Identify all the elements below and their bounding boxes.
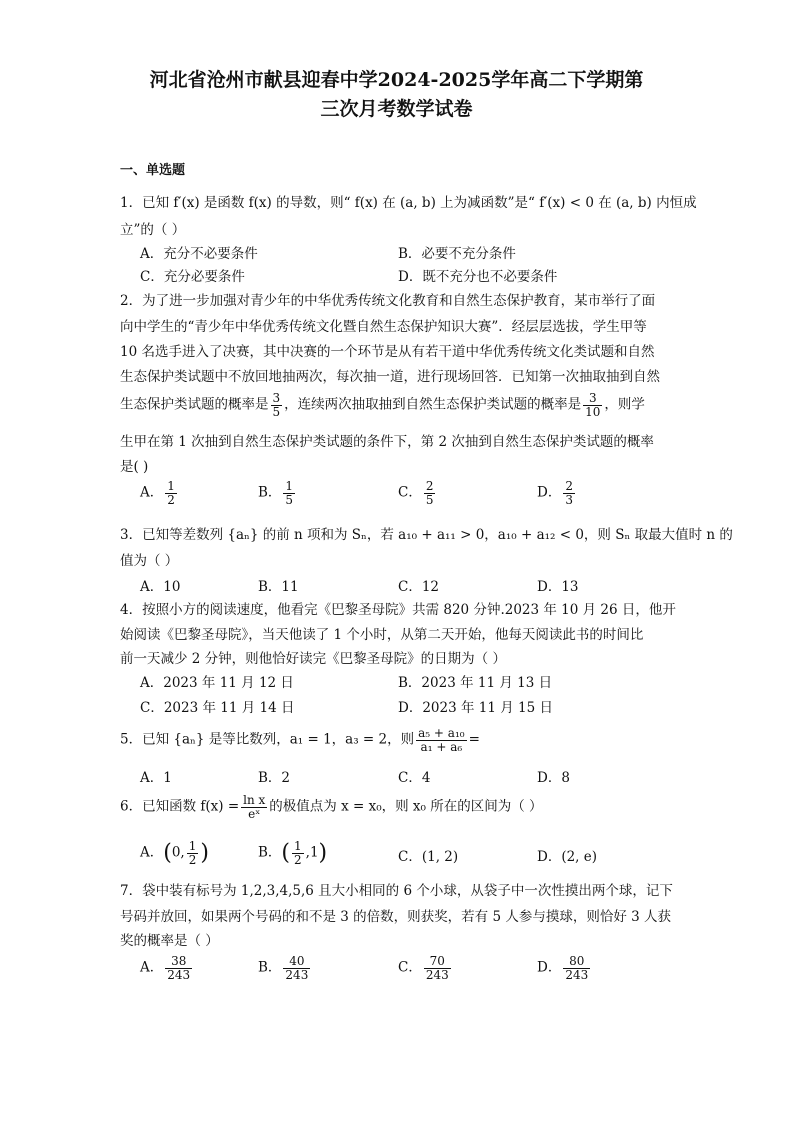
q7-option-a-fraction	[165, 955, 192, 981]
q7-option-a-letter: A．	[140, 959, 164, 976]
q7-option-b	[258, 955, 312, 981]
q5-equals: =	[468, 731, 480, 748]
q2-option-c	[398, 480, 437, 506]
q2-frac2-denominator: 10	[585, 404, 601, 419]
q4-stem-line-3: 前一天减少 2 分钟，则他恰好读完《巴黎圣母院》的日期为（ ）	[120, 651, 506, 667]
q7-option-d-fraction	[563, 955, 590, 981]
q4-option-c: C．2023 年 11 月 14 日	[140, 700, 295, 716]
q5-stem-line-1	[120, 727, 480, 753]
q2-option-d-den: 3	[565, 492, 573, 507]
q3-option-d: D．13	[537, 579, 579, 595]
q2-option-c-den: 5	[425, 492, 434, 507]
q6-option-b-letter: B．	[258, 844, 282, 861]
q3-stem-line-2: 值为（ ）	[120, 553, 179, 569]
q6-option-a-fraction	[187, 840, 199, 866]
q7-option-d	[537, 955, 592, 981]
q6-option-a-letter: A．	[140, 844, 164, 861]
q6-option-c	[398, 845, 458, 865]
q7-option-c-fraction	[424, 955, 451, 981]
q7-option-d-den: 243	[565, 967, 589, 982]
q6-option-c-value: (1, 2)	[421, 849, 459, 865]
q6-stem-text-a: 6．已知函数 f(x) =	[120, 798, 240, 815]
q2-option-a-num: 1	[167, 479, 175, 493]
q2-stem-line-7: 是( )	[120, 459, 149, 475]
q2-option-d-num: 2	[565, 479, 573, 493]
q2-option-c-letter: C．	[398, 484, 422, 501]
q6-option-b-num: 1	[294, 839, 302, 853]
q4-option-b: B．2023 年 11 月 13 日	[398, 675, 553, 691]
q1-option-c: C．充分必要条件	[140, 269, 245, 285]
q2-frac1-denominator: 5	[272, 404, 281, 419]
q7-stem-line-1: 7．袋中装有标号为 1,2,3,4,5,6 且大小相同的 6 个小球，从袋子中一次性摸出两个球，记下	[120, 883, 673, 899]
q6-function-fraction	[241, 794, 267, 820]
q6-option-b-den: 2	[294, 852, 302, 867]
q2-option-b-num: 1	[285, 479, 294, 493]
q6-option-d-letter: D．	[537, 849, 562, 865]
q7-option-c	[398, 955, 453, 981]
q7-option-a	[140, 955, 194, 981]
q7-option-d-letter: D．	[537, 959, 562, 976]
q6-option-a-rparen: )	[200, 840, 209, 866]
q2-stem-text-b: ，连续两次抽取抽到自然生态保护类试题的概率是	[284, 396, 582, 413]
q2-fraction-first-draw	[271, 392, 283, 418]
q2-stem-text-a: 生态保护类试题的概率是	[120, 396, 269, 413]
q5-stem-text: 5．已知 {aₙ} 是等比数列，a₁ = 1，a₃ = 2，则	[120, 731, 415, 748]
q5-option-a: A．1	[140, 770, 172, 786]
q2-option-b-letter: B．	[258, 484, 282, 501]
q7-option-c-den: 243	[425, 967, 449, 982]
q6-option-a-den: 2	[188, 852, 197, 867]
exam-title-line-2: 三次月考数学试卷	[320, 98, 473, 120]
q2-option-b-fraction	[283, 480, 295, 506]
q5-option-c: C．4	[398, 770, 431, 786]
q6-stem-text-b: 的极值点为 x = x₀，则 x₀ 所在的区间为（ ）	[269, 798, 543, 815]
q2-option-c-fraction	[424, 480, 436, 506]
q6-frac-numerator: ln x	[243, 793, 266, 807]
q2-stem-line-1: 2．为了进一步加强对青少年的中华优秀传统文化教育和自然生态保护教育，某市举行了面	[120, 293, 656, 309]
q2-option-d-letter: D．	[537, 484, 562, 501]
q5-frac-denominator: a₁ + a₆	[420, 739, 463, 754]
q7-option-b-letter: B．	[258, 959, 282, 976]
q2-stem-line-5	[120, 392, 645, 418]
q6-option-d-value: (2, e)	[561, 849, 598, 865]
q4-stem-line-2: 始阅读《巴黎圣母院》，当天他读了 1 个小时，从第二天开始，他每天阅读此书的时间比	[120, 627, 644, 643]
q1-stem-line-2: 立”的（ ）	[120, 222, 186, 238]
q2-stem-line-2: 向中学生的“青少年中华优秀传统文化暨自然生态保护知识大赛”．经层层选拔，学生甲等	[120, 319, 647, 335]
q2-frac1-numerator: 3	[272, 391, 281, 405]
q3-option-c: C．12	[398, 579, 440, 595]
q2-option-b	[258, 480, 297, 506]
q6-option-b-rparen: )	[318, 840, 328, 866]
q6-option-a-num: 1	[188, 839, 197, 853]
q2-fraction-both-draws	[583, 392, 602, 418]
q6-stem-line-1	[120, 794, 543, 820]
q1-stem-line-1: 1．已知 f′(x) 是函数 f(x) 的导数，则“ f(x) 在 (a, b) 上为减函数”是“ f′(x) < 0 在 (a, b) 内恒成	[120, 195, 697, 211]
q3-option-b: B．11	[258, 579, 299, 595]
q6-option-a-lead: 0,	[171, 844, 185, 861]
q3-option-a: A．10	[140, 579, 181, 595]
q2-option-d	[537, 480, 577, 506]
q6-option-a	[140, 840, 209, 866]
q6-option-b-lparen: (	[281, 840, 291, 866]
q5-option-d: D．8	[537, 770, 570, 786]
q2-stem-text-c: ，则学	[604, 396, 645, 413]
q7-option-c-letter: C．	[398, 959, 422, 976]
q6-option-b-trail: ,1	[305, 844, 319, 861]
q2-option-a-letter: A．	[140, 484, 164, 501]
q2-option-a-den: 2	[167, 492, 175, 507]
q2-stem-line-4: 生态保护类试题中不放回地抽两次，每次抽一道，进行现场回答．已知第一次抽取抽到自然	[120, 369, 660, 385]
q1-option-d: D．既不充分也不必要条件	[398, 269, 558, 285]
q2-stem-line-6: 生甲在第 1 次抽到自然生态保护类试题的条件下，第 2 次抽到自然生态保护类试题的概率	[120, 434, 654, 450]
exam-title-line-1: 河北省沧州市献县迎春中学2024-2025学年高二下学期第	[149, 69, 644, 91]
q6-option-b-fraction	[292, 840, 304, 866]
q7-option-b-den: 243	[285, 967, 309, 982]
q1-option-a: A．充分不必要条件	[140, 246, 258, 262]
q7-option-c-num: 70	[424, 955, 451, 969]
q4-stem-line-1: 4．按照小方的阅读速度，他看完《巴黎圣母院》共需 820 分钟.2023 年 10 月 26 日，他开	[120, 602, 676, 618]
q2-frac2-numerator: 3	[583, 392, 602, 406]
q5-option-b: B．2	[258, 770, 291, 786]
section-heading: 一、单选题	[120, 163, 186, 178]
q6-option-a-lparen: (	[163, 840, 172, 866]
q7-option-b-fraction	[283, 955, 310, 981]
q4-option-d: D．2023 年 11 月 15 日	[398, 700, 553, 716]
q7-stem-line-3: 奖的概率是（ ）	[120, 933, 219, 949]
q5-frac-numerator: a₅ + a₁₀	[418, 726, 465, 740]
q2-stem-line-3: 10 名选手进入了决赛，其中决赛的一个环节是从有若干道中华优秀传统文化类试题和自然	[120, 344, 655, 360]
q4-option-a: A．2023 年 11 月 12 日	[140, 675, 294, 691]
q2-option-b-den: 5	[285, 492, 294, 507]
q6-option-b	[258, 840, 327, 866]
q6-frac-denominator: eˣ	[248, 806, 261, 821]
q2-option-a-fraction	[165, 480, 177, 506]
q7-option-d-num: 80	[563, 955, 590, 969]
q5-ratio-fraction	[416, 727, 466, 753]
q3-stem-line-1: 3．已知等差数列 {aₙ} 的前 n 项和为 Sₙ，若 a₁₀ + a₁₁ > 0，a₁₀ + a₁₂ < 0，则 Sₙ 取最大值时 n 的	[120, 527, 733, 543]
q6-option-d	[537, 845, 597, 865]
q1-option-b: B．必要不充分条件	[398, 246, 516, 262]
q6-option-c-letter: C．	[398, 849, 422, 865]
q7-stem-line-2: 号码并放回，如果两个号码的和不是 3 的倍数，则获奖，若有 5 人参与摸球，则恰好 3 人获	[120, 909, 672, 925]
q2-option-d-fraction	[563, 480, 575, 506]
q7-option-b-num: 40	[283, 955, 310, 969]
q7-option-a-num: 38	[165, 955, 192, 969]
q7-option-a-den: 243	[167, 967, 191, 982]
q2-option-a	[140, 480, 179, 506]
q2-option-c-num: 2	[425, 479, 434, 493]
